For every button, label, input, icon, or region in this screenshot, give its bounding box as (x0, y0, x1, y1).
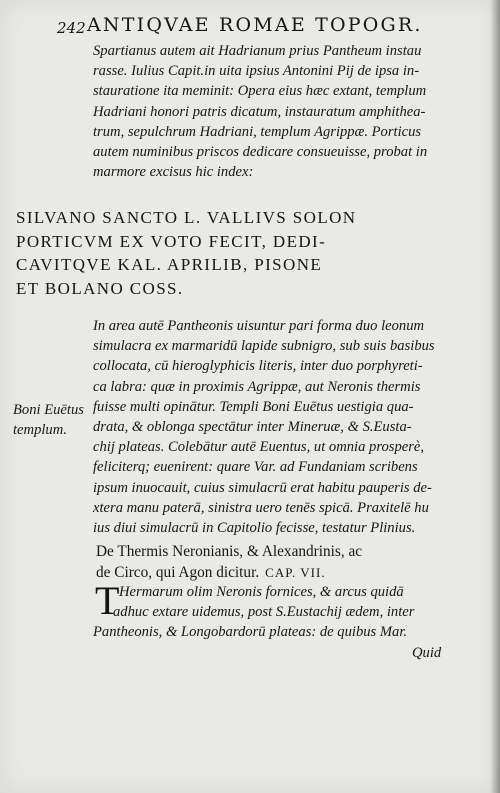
text-line: In area autē Pantheonis uisuntur pari forma duo leonum (93, 318, 425, 334)
marginal-note-line: templum. (13, 422, 67, 439)
section-heading-line: De Thermis Neronianis, & Alexandrinis, ac (96, 543, 363, 560)
text-line: collocata, cū hieroglyphicis literis, inter duo porphyreti- (93, 358, 423, 375)
running-head: ANTIQVAE ROMAE TOPOGR. (87, 14, 423, 36)
page-header (57, 14, 487, 40)
text-line: ipsum inuocauit, cuius simulacrū erat habitu pauperis de- (93, 479, 432, 496)
page-edge-shadow (490, 0, 500, 793)
text-line: Hadriani honori patris dicatum, instauratum amphithea- (93, 103, 426, 120)
section-heading-text: de Circo, qui Agon dicitur. (96, 564, 260, 581)
paragraph-thermae (93, 578, 415, 643)
text-line: Hermarum olim Neronis fornices, & arcus quidā (119, 584, 404, 600)
text-line: xtera manu paterā, sinistra uero tenēs spicā. Praxitelē hu (93, 499, 429, 516)
text-line: ius diui simulacrū in Capitolio fecisse, testatur Plinius. (93, 519, 416, 536)
text-line: chij plateas. Colebātur autē Euentus, ut omnia prosperè, (93, 439, 425, 456)
text-line: drata, & oblonga spectātur inter Mineruæ, & S.Eusta- (93, 418, 412, 435)
marginal-note-line: Boni Euētus (13, 402, 84, 418)
catchword: Quid (412, 645, 442, 661)
inscription-line: ET BOLANO COSS. (16, 278, 184, 298)
text-line: ca labra: quæ in proximis Agrippæ, aut Neronis thermis (93, 378, 421, 395)
text-line: stauratione ita meminit: Opera eius hæc extant, templum (93, 83, 427, 100)
section-heading-line (96, 562, 362, 583)
text-line: Pantheonis, & Longobardorū plateas: de quibus Mar. (93, 624, 408, 641)
text-line: Spartianus autem ait Hadrianum prius Pantheum instau (93, 43, 422, 59)
inscription-line: SILVANO SANCTO L. VALLIVS SOLON (16, 208, 357, 227)
inscription-line: PORTICVM EX VOTO FECIT, DEDI- (16, 231, 327, 251)
latin-inscription (16, 206, 356, 300)
text-line: adhuc extare uidemus, post S.Eustachij ædem, inter (113, 604, 415, 621)
paragraph-pantheon-area (93, 316, 435, 538)
text-line: fuisse multi opinātur. Templi Boni Euētus uestigia qua- (93, 398, 414, 415)
text-line: rasse. Iulius Capit.in uita ipsius Antonini Pij de ipsa in- (93, 63, 420, 80)
page-number: 242 (57, 19, 86, 37)
text-line: autem numinibus priscos dedicare consueuisse, probat in (93, 143, 428, 160)
drop-initial: T (95, 578, 120, 623)
inscription-line: CAVITQVE KAL. APRILIB, PISONE (16, 255, 323, 274)
text-line: trum, sepulchrum Hadriani, templum Agrippæ. Porticus (93, 123, 422, 140)
text-line: marmore excisus hic index: (93, 164, 254, 181)
text-line: feliciterq; euenirent: quare Var. ad Fundaniam scribens (93, 459, 418, 476)
section-heading (96, 541, 362, 583)
marginal-note (13, 400, 84, 440)
text-line: simulacra ex marmaridū lapide subnigro, sub suis basibus (93, 338, 435, 355)
paragraph-spartianus (93, 41, 427, 182)
chapter-label: CAP. VII. (265, 565, 326, 580)
